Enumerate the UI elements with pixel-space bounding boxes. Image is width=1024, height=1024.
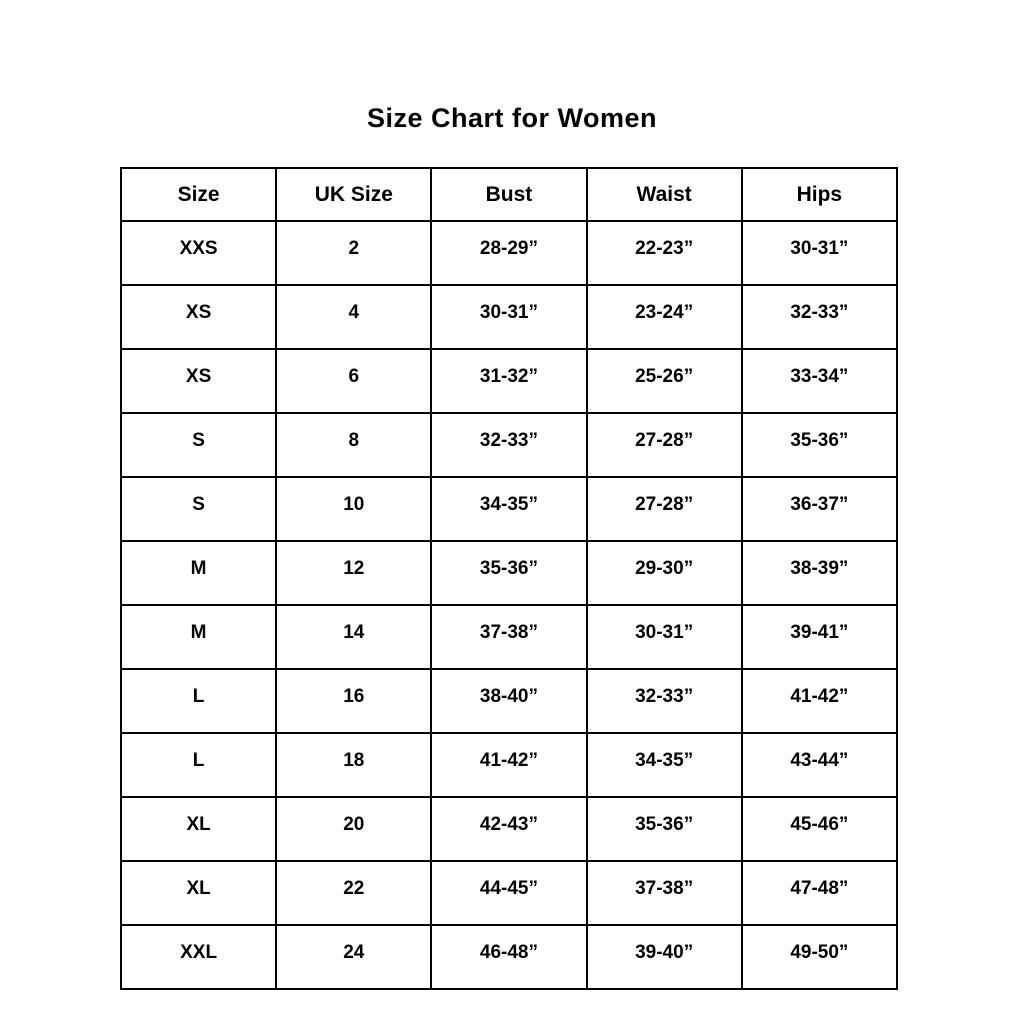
bust-cell: 31-32”: [431, 349, 586, 413]
size-cell: XL: [121, 797, 276, 861]
waist-cell: 27-28”: [587, 413, 742, 477]
uk-size-cell: 14: [276, 605, 431, 669]
waist-cell: 35-36”: [587, 797, 742, 861]
uk-size-cell: 18: [276, 733, 431, 797]
page-title: Size Chart for Women: [366, 103, 658, 133]
hips-cell: 47-48”: [742, 861, 897, 925]
hips-cell: 49-50”: [742, 925, 897, 989]
bust-cell: 34-35”: [431, 477, 586, 541]
size-chart-body: [121, 221, 897, 989]
table-row: [121, 349, 897, 413]
size-cell: XS: [121, 349, 276, 413]
uk-size-cell: 4: [276, 285, 431, 349]
hips-cell: 33-34”: [742, 349, 897, 413]
table-row: [121, 733, 897, 797]
hips-cell: 39-41”: [742, 605, 897, 669]
table-row: [121, 477, 897, 541]
size-cell: L: [121, 733, 276, 797]
column-header-uk-size: UK Size: [276, 168, 431, 221]
waist-cell: 32-33”: [587, 669, 742, 733]
uk-size-cell: 2: [276, 221, 431, 285]
waist-cell: 34-35”: [587, 733, 742, 797]
uk-size-cell: 16: [276, 669, 431, 733]
size-cell: XXS: [121, 221, 276, 285]
table-row: [121, 541, 897, 605]
size-cell: XL: [121, 861, 276, 925]
column-header-bust: Bust: [431, 168, 586, 221]
size-cell: M: [121, 605, 276, 669]
waist-cell: 37-38”: [587, 861, 742, 925]
table-row: [121, 669, 897, 733]
column-header-size: Size: [121, 168, 276, 221]
table-row: [121, 285, 897, 349]
table-row: [121, 413, 897, 477]
bust-cell: 44-45”: [431, 861, 586, 925]
hips-cell: 36-37”: [742, 477, 897, 541]
size-cell: M: [121, 541, 276, 605]
uk-size-cell: 8: [276, 413, 431, 477]
uk-size-cell: 12: [276, 541, 431, 605]
waist-cell: 30-31”: [587, 605, 742, 669]
hips-cell: 38-39”: [742, 541, 897, 605]
size-chart-header: [121, 168, 897, 221]
bust-cell: 42-43”: [431, 797, 586, 861]
size-cell: XXL: [121, 925, 276, 989]
table-row: [121, 925, 897, 989]
size-chart-table: [120, 167, 898, 990]
hips-cell: 43-44”: [742, 733, 897, 797]
hips-cell: 45-46”: [742, 797, 897, 861]
header-row: [121, 168, 897, 221]
bust-cell: 28-29”: [431, 221, 586, 285]
bust-cell: 37-38”: [431, 605, 586, 669]
size-cell: S: [121, 413, 276, 477]
size-cell: XS: [121, 285, 276, 349]
hips-cell: 41-42”: [742, 669, 897, 733]
hips-cell: 30-31”: [742, 221, 897, 285]
hips-cell: 35-36”: [742, 413, 897, 477]
bust-cell: 41-42”: [431, 733, 586, 797]
uk-size-cell: 24: [276, 925, 431, 989]
waist-cell: 23-24”: [587, 285, 742, 349]
hips-cell: 32-33”: [742, 285, 897, 349]
bust-cell: 32-33”: [431, 413, 586, 477]
bust-cell: 30-31”: [431, 285, 586, 349]
uk-size-cell: 22: [276, 861, 431, 925]
table-row: [121, 797, 897, 861]
waist-cell: 39-40”: [587, 925, 742, 989]
bust-cell: 38-40”: [431, 669, 586, 733]
waist-cell: 29-30”: [587, 541, 742, 605]
size-cell: S: [121, 477, 276, 541]
table-row: [121, 221, 897, 285]
column-header-hips: Hips: [742, 168, 897, 221]
uk-size-cell: 6: [276, 349, 431, 413]
uk-size-cell: 10: [276, 477, 431, 541]
column-header-waist: Waist: [587, 168, 742, 221]
bust-cell: 46-48”: [431, 925, 586, 989]
table-row: [121, 605, 897, 669]
waist-cell: 27-28”: [587, 477, 742, 541]
size-cell: L: [121, 669, 276, 733]
bust-cell: 35-36”: [431, 541, 586, 605]
waist-cell: 25-26”: [587, 349, 742, 413]
table-row: [121, 861, 897, 925]
uk-size-cell: 20: [276, 797, 431, 861]
waist-cell: 22-23”: [587, 221, 742, 285]
